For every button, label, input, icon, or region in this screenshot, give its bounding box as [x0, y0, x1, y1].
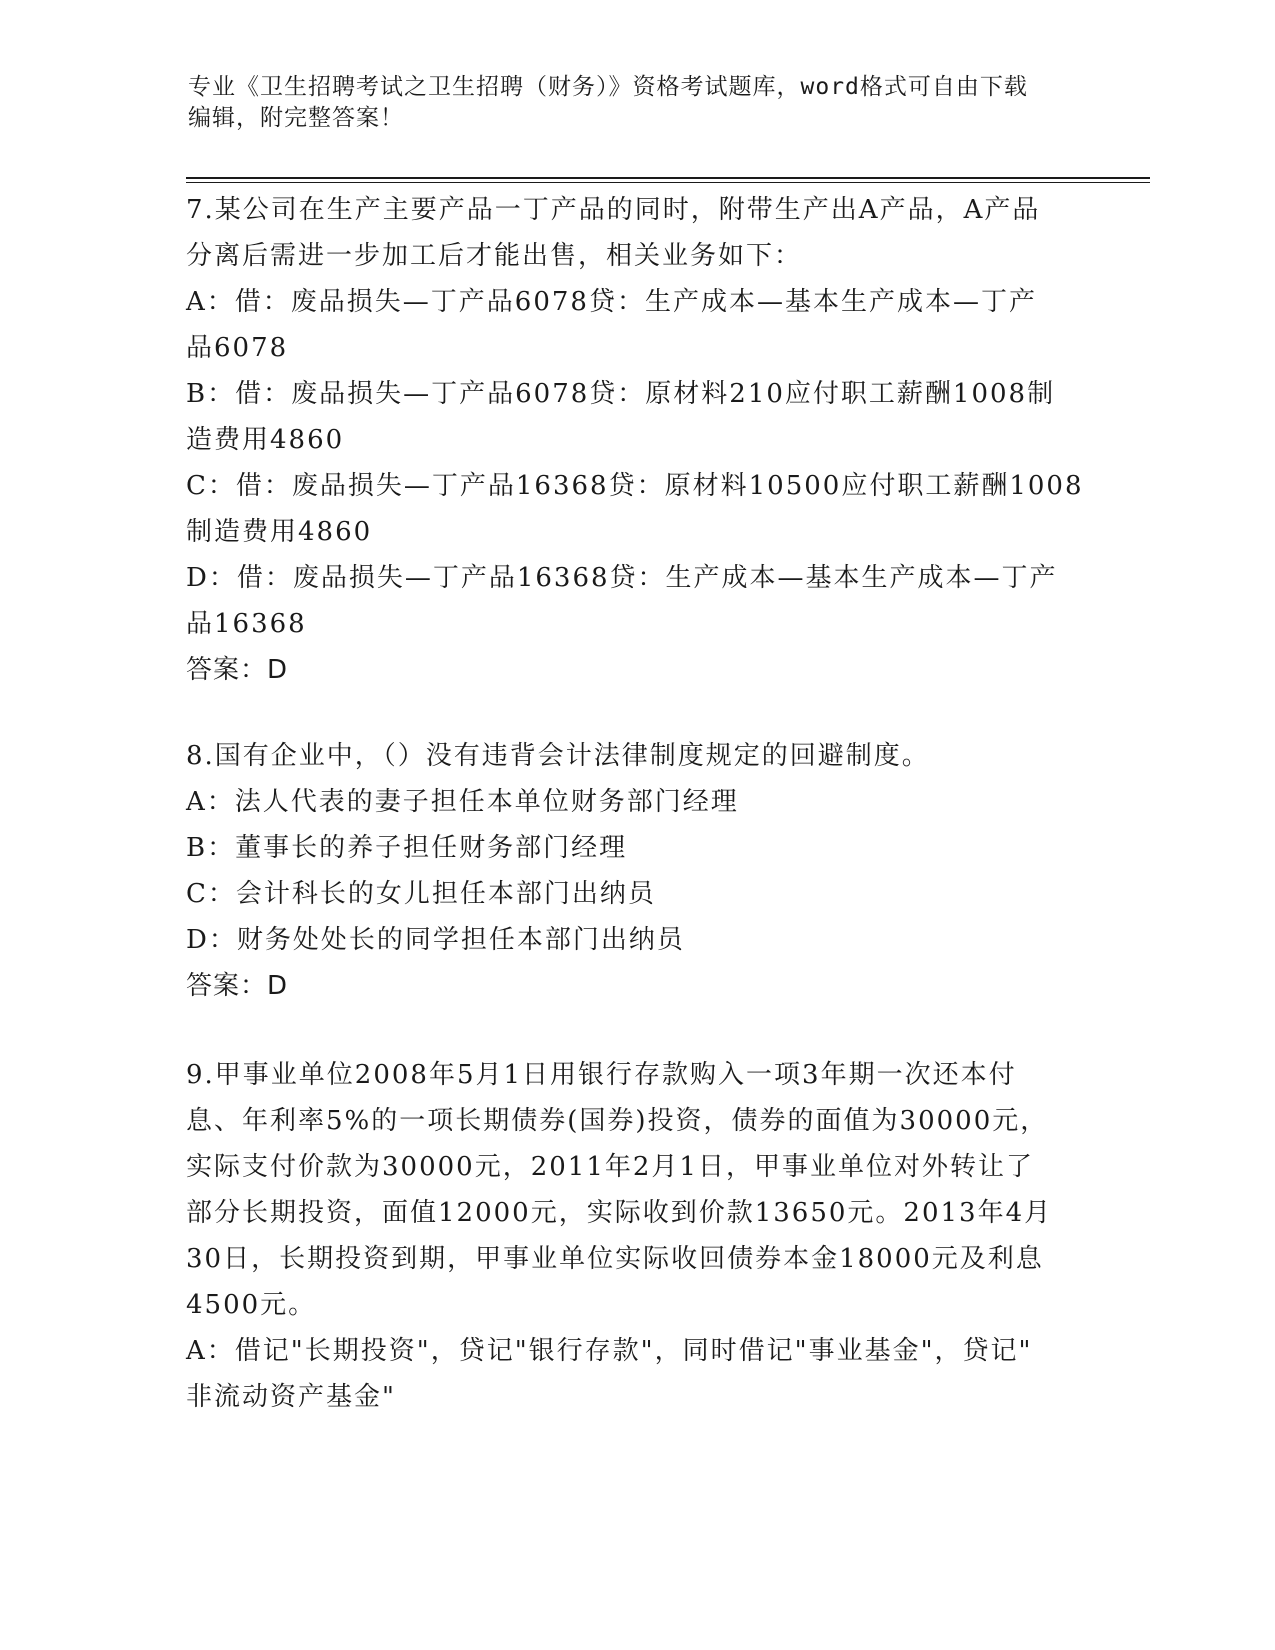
- option-a: A：法人代表的妻子担任本单位财务部门经理: [186, 787, 739, 817]
- question-stem: 实际支付价款为30000元，2011年2月1日，甲事业单位对外转让了: [186, 1152, 1034, 1182]
- option-a: A：借：废品损失—丁产品6078贷：生产成本—基本生产成本—丁产: [186, 287, 1037, 317]
- header-line-1: 专业《卫生招聘考试之卫生招聘（财务）》资格考试题库，word格式可自由下载: [188, 74, 1028, 100]
- option-b: B：董事长的养子担任财务部门经理: [186, 833, 628, 863]
- option-a: 品6078: [186, 333, 289, 363]
- answer: 答案：D: [186, 971, 289, 1001]
- option-c: C：借：废品损失—丁产品16368贷：原材料10500应付职工薪酬1008: [186, 471, 1084, 501]
- question-stem: 4500元。: [186, 1290, 317, 1320]
- header-divider: [186, 177, 1150, 179]
- option-a: 非流动资产基金": [186, 1382, 396, 1412]
- header-line-2: 编辑，附完整答案！: [188, 105, 404, 131]
- question-stem: 部分长期投资，面值12000元，实际收到价款13650元。2013年4月: [186, 1198, 1053, 1228]
- option-c: C：会计科长的女儿担任本部门出纳员: [186, 879, 656, 909]
- question-stem: 9.甲事业单位2008年5月1日用银行存款购入一项3年期一次还本付: [186, 1060, 1017, 1090]
- question-9: [186, 1052, 1086, 1420]
- option-a: A：借记"长期投资"，贷记"银行存款"，同时借记"事业基金"，贷记": [186, 1336, 1033, 1366]
- document-header: [188, 72, 1088, 134]
- option-c: 制造费用4860: [186, 517, 373, 547]
- question-stem: 8.国有企业中，（）没有违背会计法律制度规定的回避制度。: [186, 741, 930, 771]
- option-b: B：借：废品损失—丁产品6078贷：原材料210应付职工薪酬1008制: [186, 379, 1056, 409]
- question-stem: 30日，长期投资到期，甲事业单位实际收回债券本金18000元及利息: [186, 1244, 1044, 1274]
- option-d: D：财务处处长的同学担任本部门出纳员: [186, 925, 685, 955]
- question-stem: 分离后需进一步加工后才能出售，相关业务如下：: [186, 241, 803, 271]
- option-d: 品16368: [186, 609, 307, 639]
- option-d: D：借：废品损失—丁产品16368贷：生产成本—基本生产成本—丁产: [186, 563, 1058, 593]
- question-8: [186, 733, 1086, 1009]
- option-b: 造费用4860: [186, 425, 345, 455]
- header-divider-thin: [186, 182, 1150, 183]
- answer: 答案：D: [186, 655, 289, 685]
- question-stem: 7.某公司在生产主要产品一丁产品的同时，附带生产出A产品，A产品: [186, 195, 1041, 225]
- question-stem: 息、年利率5%的一项长期债券(国券)投资，债券的面值为30000元，: [186, 1106, 1049, 1136]
- question-7: [186, 187, 1086, 693]
